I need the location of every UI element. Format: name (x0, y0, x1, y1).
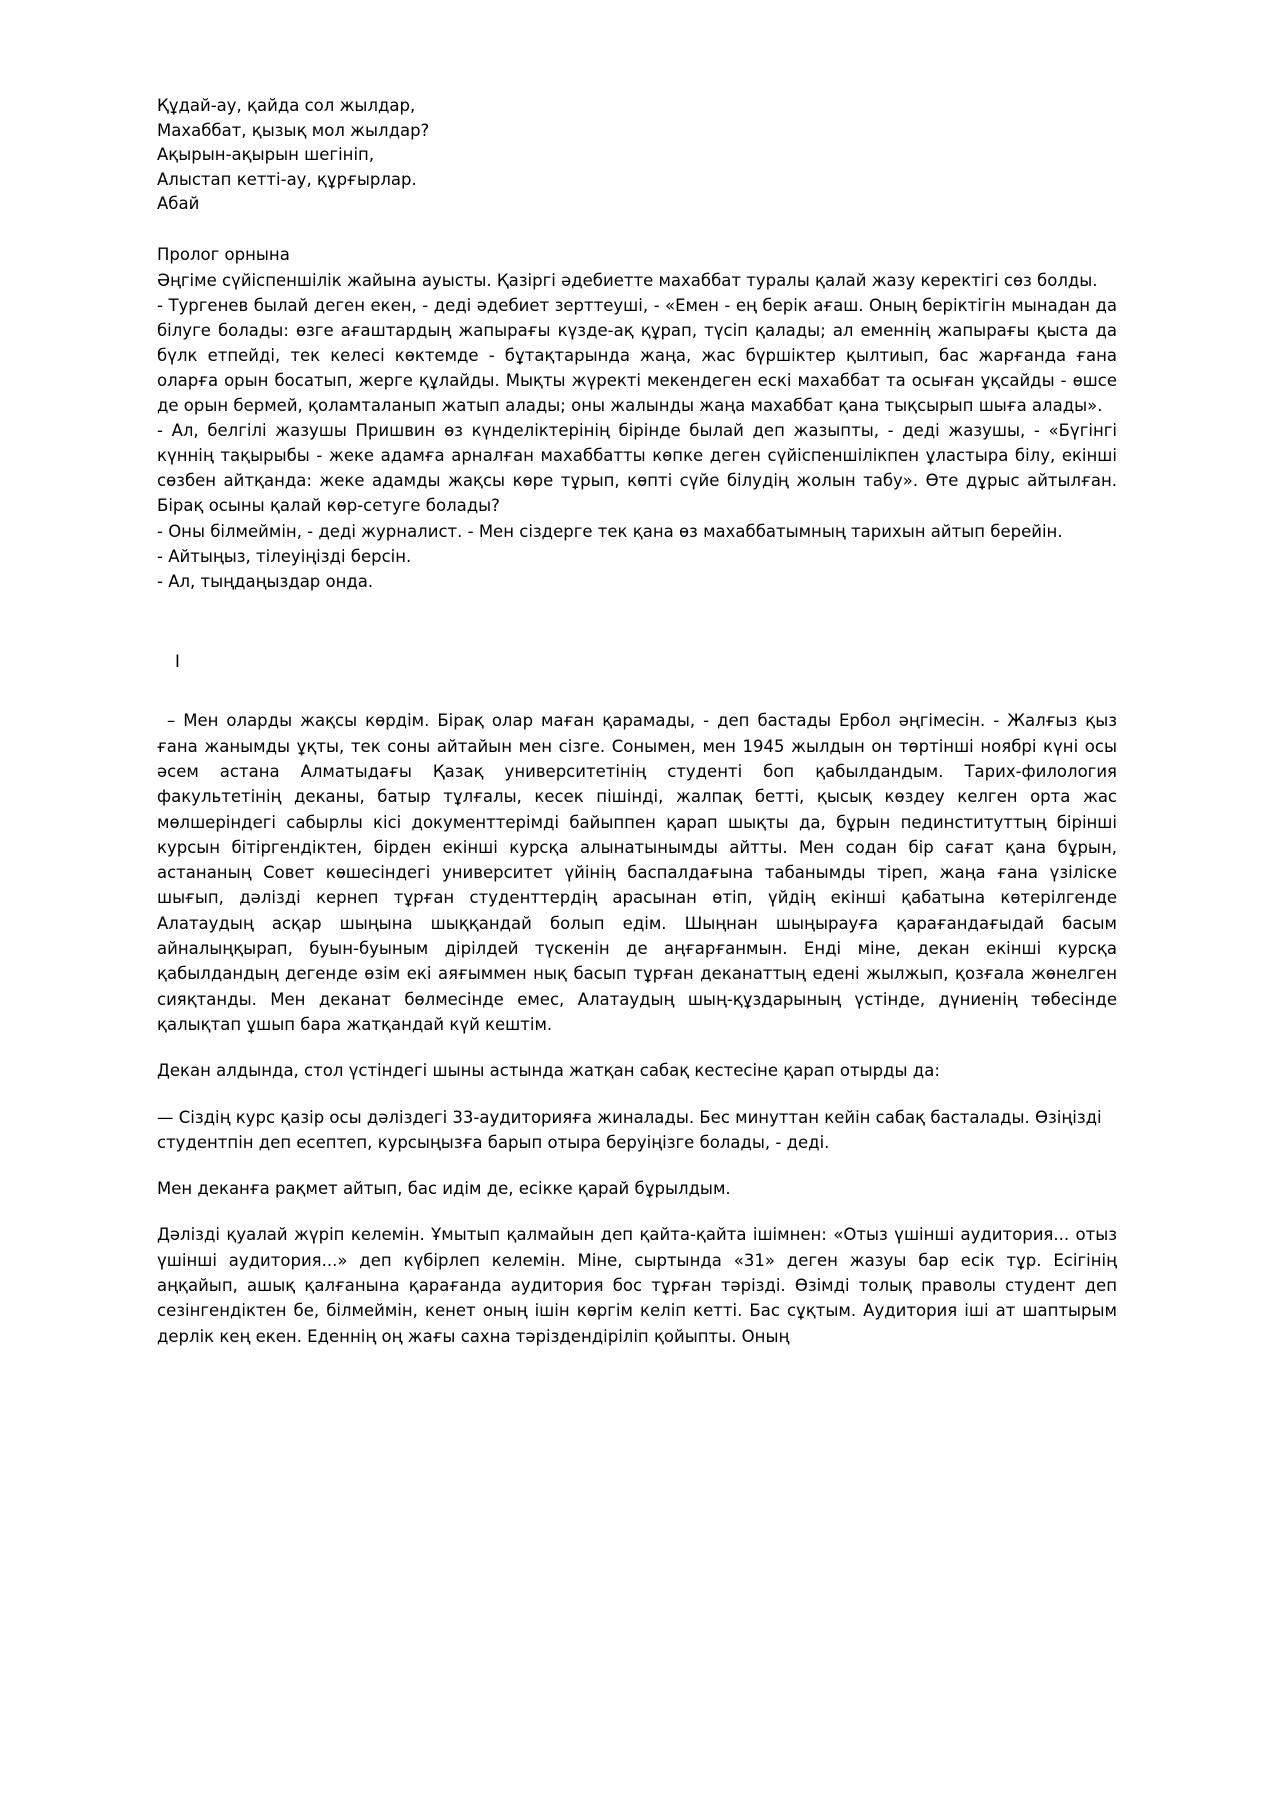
prologue-heading: Пролог орнына (157, 244, 290, 264)
chapter-paragraph: – Мен оларды жақсы көрдім. Бірақ олар маған қарамады, - деп бастады Ербол әңгімесін. - Жалғыз қыз ғана жанымды ұқты, тек соны айтайын мен сізге. Сонымен, мен 1945 жылдын он төртінші ноябрі күні осы әсем астана Алматыдағы Қазақ университетінің студенті боп қабылдандым. Тарих-филология факультетінің деканы, батыр тұлғалы, кесек пішінді, жалпақ бетті, қысық көздеу келген орта жас мөлшеріндегі сабырлы кісі документтерімді байыппен қарап шықты да, бұрын пединституттың бірінші курсын бітіргендіктен, бірден екінші курсқа алынатынымды айтты. Мен содан бір сағат қана бұрын, астананың Совет көшесіндегі университет үйінің баспалдағына табанымды тіреп, жаңа ғана үзіліске шығып, дәлізді кернеп тұрған студенттердің арасынан өтіп, үйдің екінші қабатына көтерілгенде Алатаудың асқар шыңына шыққандай болып едім. Шыңнан шыңырауға қарағандағыдай басым айналыңқырап, буын-буыным дірілдей түскенін де аңғарғанмын. Енді міне, декан екінші курсқа қабылдандың дегенде өзім екі аяғыммен нық басып тұрған деканаттың едені жылжып, қозғала жөнелген сияқтанды. Мен деканат бөлмесінде емес, Алатаудың шың-құздарының үстінде, дүниенің төбесінде қалықтап ұшып бара жатқандай күй кештім. (157, 711, 1117, 1034)
prologue-paragraph: Әңгіме сүйіспеншілік жайына ауысты. Қазіргі әдебиетте махаббат туралы қалай жазу керектігі сөз болды. (157, 270, 1098, 290)
prologue-paragraph: - Оны білмеймін, - деді журналист. - Мен сіздерге тек қана өз махаббатымның тарихын айтып берейін. (157, 521, 1063, 541)
prologue-paragraph: - Ал, белгілі жазушы Пришвин өз күнделіктерінің бірінде былай деп жазыпты, - деді жазушы, - «Бүгінгі күннің тақырыбы - жеке адамға арналған махаббатты көпке деген сүйіспеншілікпен ұластыра білу, екінші сөзбен айтқанда: жеке адамды жақсы көре тұрып, көпті сүйе білудің жолын табу». Өте дұрыс айтылған. Бірақ осыны қалай көр-сетуге болады? (157, 421, 1117, 516)
prologue-paragraph: - Ал, тыңдаңыздар онда. (157, 571, 374, 591)
spacer-after-chapter-number (157, 674, 1117, 708)
epigraph-attribution: Абай (157, 194, 200, 214)
spacer-after-epigraph (157, 217, 1117, 243)
chapter-body (157, 708, 1117, 1349)
chapter-paragraph: Дәлізді қуалай жүріп келемін. Ұмытып қалмайын деп қайта-қайта ішімнен: «Отыз үшінші аудитория... отыз үшінші аудитория...» деп күбірлеп келемін. Міне, сыртында «31» деген жазуы бар есік тұр. Есігінің аңқайып, ашық қалғанына қарағанда аудитория бос тұрған тәрізді. Өзімді толық праволы студент деп сезінгендіктен бе, білмеймін, кенет оның ішін көргім келіп кетті. Бас сұқтым. Аудитория іші ат шаптырым дерлік кең екен. Еденнің оң жағы сахна тәріздендіріліп қойыпты. Оның (157, 1225, 1117, 1346)
epigraph-line-3: Ақырын-ақырын шегініп, (157, 145, 375, 165)
chapter-paragraph: Декан алдында, стол үстіндегі шыны астында жатқан сабақ кестесіне қарап отырды да: (157, 1061, 940, 1081)
chapter-paragraph: Мен деканға рақмет айтып, бас идім де, есікке қарай бұрылдым. (157, 1179, 731, 1199)
prologue-paragraph: - Тургенев былай деген екен, - деді әдебиет зерттеуші, - «Емен - ең берік ағаш. Оның беріктігін мынадан да білуге болады: өзге ағаштардың жапырағы күзде-ақ құрап, түсіп қалады; ал еменнің жапырағы қыста да бүлк етпейді, тек келесі көктемде - бұтақтарында жаңа, жас бүршіктер қылтиып, бас жарғанда ғана оларға орын босатып, жерге құлайды. Мықты жүректі мекендеген ескі махаббат та осыған ұқсайды - өшсе де орын бермей, қоламталанып жатып алады; оны жалынды жаңа махаббат қана тықсырып шыға алады». (157, 295, 1117, 416)
epigraph-line-2: Махаббат, қызық мол жылдар? (157, 120, 430, 140)
epigraph-block (157, 94, 1117, 217)
chapter-number: I (175, 651, 180, 671)
epigraph-line-4: Алыстап кетті-ау, құрғырлар. (157, 169, 417, 189)
spacer-before-chapter (157, 594, 1117, 650)
prologue-body (157, 268, 1117, 594)
page-content (157, 94, 1117, 1349)
chapter-paragraph: — Сіздің курс қазір осы дәліздегі 33-аудиторияға жиналады. Бес минуттан кейін сабақ басталады. Өзіңізді студентпін деп есептеп, курсыңызға барып отыра беруіңізге болады, - деді. (157, 1107, 1102, 1152)
epigraph-line-1: Құдай-ау, қайда сол жылдар, (157, 96, 416, 115)
prologue-paragraph: - Айтыңыз, тілеуіңізді берсін. (157, 546, 412, 566)
